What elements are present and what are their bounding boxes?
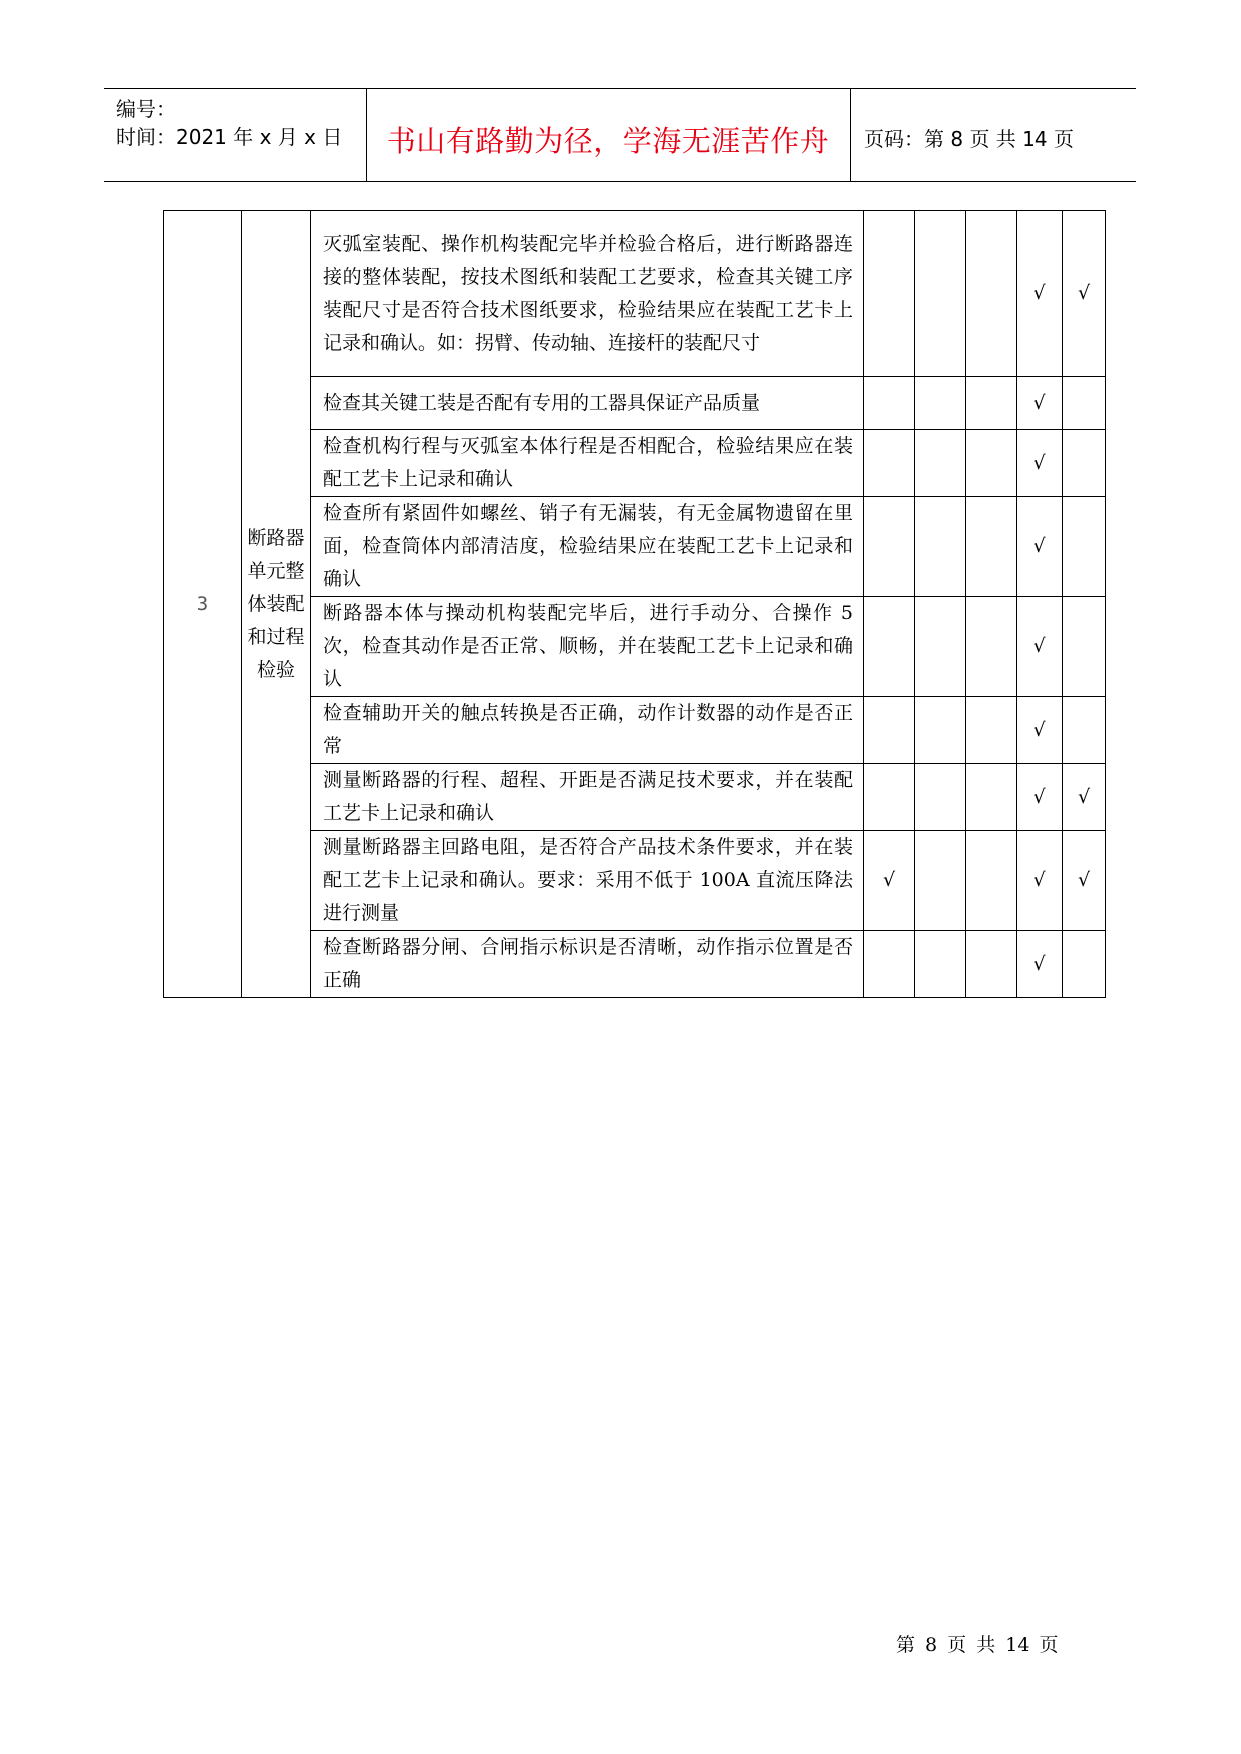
check-mark: √	[1017, 211, 1063, 377]
check-mark: √	[1017, 931, 1063, 998]
row-description: 检查辅助开关的触点转换是否正确，动作计数器的动作是否正常	[311, 697, 864, 764]
check-mark: √	[1063, 764, 1106, 831]
inspection-table	[163, 210, 1106, 998]
check-mark	[1063, 931, 1106, 998]
check-mark: √	[1017, 597, 1063, 697]
check-mark	[864, 697, 915, 764]
check-mark	[915, 430, 966, 497]
row-description: 检查所有紧固件如螺丝、销子有无漏装，有无金属物遗留在里面，检查筒体内部清洁度，检验结果应在装配工艺卡上记录和确认	[311, 497, 864, 597]
sequence-number: 3	[164, 211, 242, 998]
check-mark	[864, 597, 915, 697]
check-mark	[1063, 597, 1106, 697]
check-mark	[864, 764, 915, 831]
check-mark	[915, 697, 966, 764]
check-mark	[966, 597, 1017, 697]
check-mark: √	[1063, 831, 1106, 931]
check-mark	[864, 377, 915, 430]
check-mark	[966, 211, 1017, 377]
check-mark	[915, 211, 966, 377]
header-page-cell	[850, 89, 1136, 181]
check-mark: √	[1017, 430, 1063, 497]
check-mark	[915, 764, 966, 831]
check-mark: √	[1063, 211, 1106, 377]
row-description: 检查机构行程与灭弧室本体行程是否相配合，检验结果应在装配工艺卡上记录和确认	[311, 430, 864, 497]
item-name: 断路器单元整体装配和过程检验	[242, 211, 311, 998]
check-mark	[966, 377, 1017, 430]
row-description: 测量断路器的行程、超程、开距是否满足技术要求，并在装配工艺卡上记录和确认	[311, 764, 864, 831]
check-mark	[966, 697, 1017, 764]
check-mark	[1063, 697, 1106, 764]
row-description: 测量断路器主回路电阻，是否符合产品技术条件要求，并在装配工艺卡上记录和确认。要求：采用不低于 100A 直流压降法进行测量	[311, 831, 864, 931]
row-description: 检查断路器分闸、合闸指示标识是否清晰，动作指示位置是否正确	[311, 931, 864, 998]
check-mark	[864, 931, 915, 998]
check-mark: √	[1017, 697, 1063, 764]
check-mark: √	[864, 831, 915, 931]
table-row	[164, 211, 1106, 377]
check-mark	[966, 831, 1017, 931]
check-mark: √	[1017, 497, 1063, 597]
check-mark	[864, 430, 915, 497]
check-mark	[1063, 377, 1106, 430]
check-mark	[915, 377, 966, 430]
row-description: 断路器本体与操动机构装配完毕后，进行手动分、合操作 5 次，检查其动作是否正常、顺畅，并在装配工艺卡上记录和确认	[311, 597, 864, 697]
document-date-label: 时间：2021 年 x 月 x 日	[116, 125, 343, 149]
check-mark	[1063, 497, 1106, 597]
check-mark: √	[1017, 377, 1063, 430]
check-mark	[1063, 430, 1106, 497]
check-mark	[864, 211, 915, 377]
header-page-number: 页码：第 8 页 共 14 页	[864, 127, 1074, 151]
row-description: 灭弧室装配、操作机构装配完毕并检验合格后，进行断路器连接的整体装配，按技术图纸和装配工艺要求，检查其关键工序装配尺寸是否符合技术图纸要求，检验结果应在装配工艺卡上记录和确认。如：拐臂、传动轴、连接杆的装配尺寸	[311, 211, 864, 377]
check-mark: √	[1017, 764, 1063, 831]
check-mark: √	[1017, 831, 1063, 931]
check-mark	[915, 597, 966, 697]
check-mark	[966, 497, 1017, 597]
page-header	[104, 88, 1136, 182]
check-mark	[966, 764, 1017, 831]
header-meta	[104, 89, 367, 181]
check-mark	[915, 831, 966, 931]
check-mark	[966, 931, 1017, 998]
row-description: 检查其关键工装是否配有专用的工器具保证产品质量	[311, 377, 864, 430]
page-footer-number: 第 8 页 共 14 页	[896, 1634, 1059, 1656]
header-motto-cell	[366, 89, 851, 181]
document-number-label: 编号：	[116, 97, 176, 121]
check-mark	[915, 497, 966, 597]
check-mark	[915, 931, 966, 998]
check-mark	[966, 430, 1017, 497]
check-mark	[864, 497, 915, 597]
header-motto: 书山有路勤为径，学海无涯苦作舟	[386, 124, 830, 158]
